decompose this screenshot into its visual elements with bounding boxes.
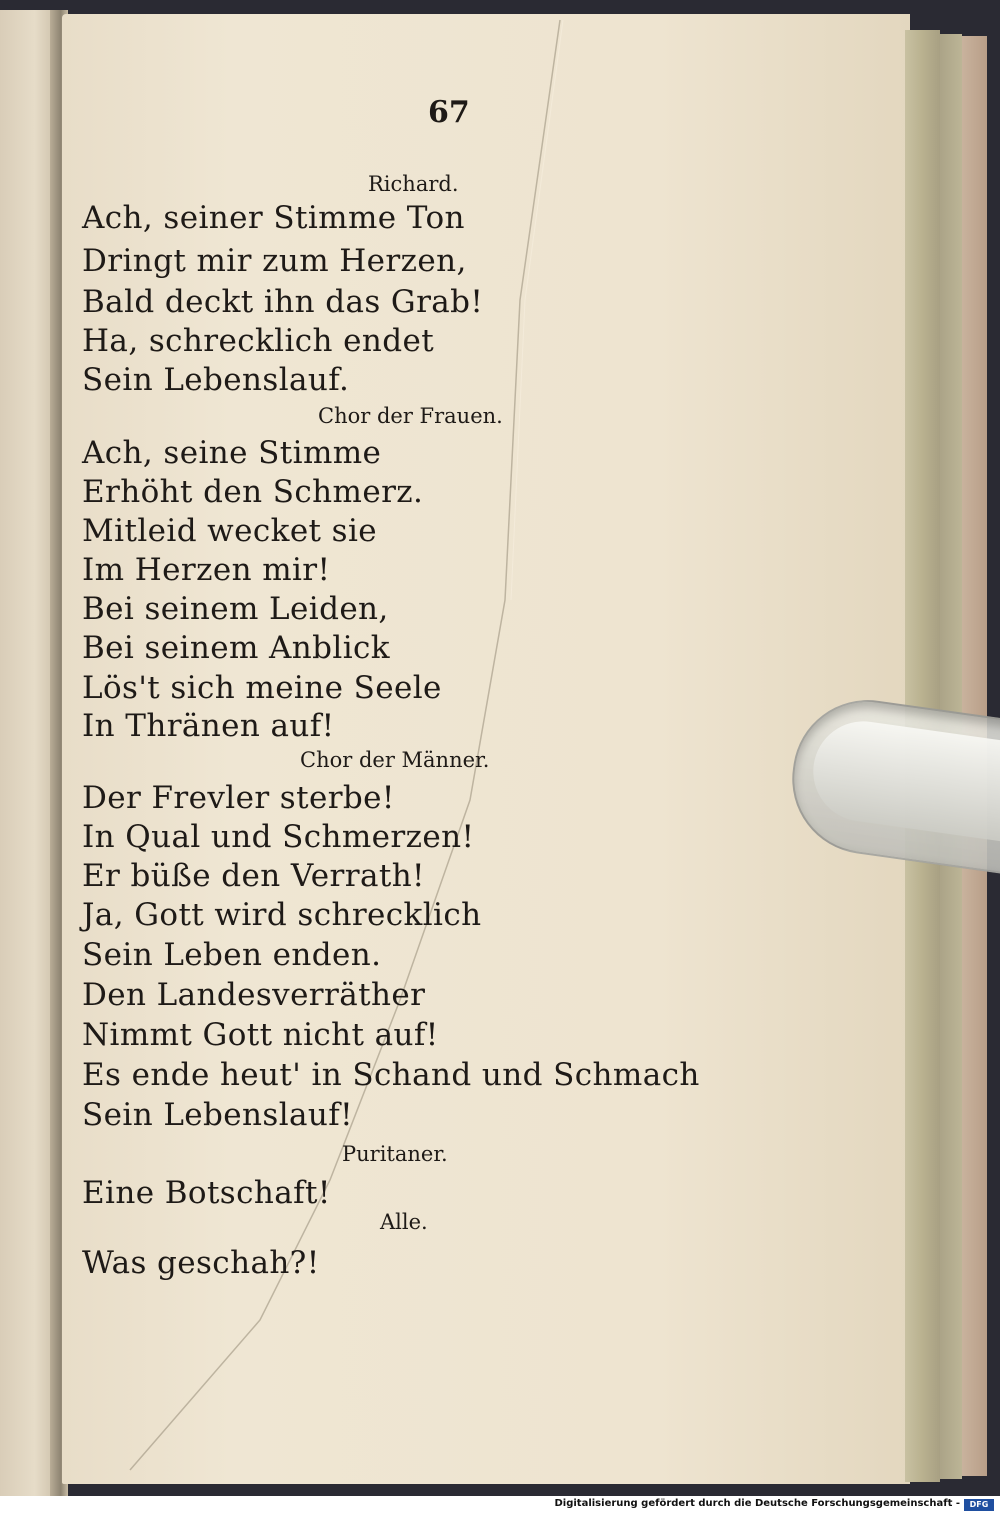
verse-line: Im Herzen mir! [82,552,331,588]
verse-line: In Qual und Schmerzen! [82,819,475,855]
verse-line: Nimmt Gott nicht auf! [82,1017,439,1053]
verse-line: Bald deckt ihn das Grab! [82,284,484,320]
verse-line: Ach, seine Stimme [82,435,382,471]
verse-line: Was geschah?! [82,1245,320,1281]
speaker-heading: Puritaner. [342,1142,448,1166]
verse-line: Sein Lebenslauf. [82,362,350,398]
verse-line: Er büße den Verrath! [82,858,425,894]
verse-line: Es ende heut' in Schand und Schmach [82,1057,700,1093]
verse-line: Bei seinem Leiden, [82,591,389,627]
verse-line: Lös't sich meine Seele [82,670,442,706]
speaker-heading: Chor der Frauen. [318,404,503,428]
page-number: 67 [428,95,470,130]
speaker-heading: Chor der Männer. [300,748,490,772]
verse-line: Eine Botschaft! [82,1175,331,1211]
verse-line: Erhöht den Schmerz. [82,474,424,510]
verse-line: Ach, seiner Stimme Ton [82,200,465,236]
footer-bar [0,1496,1000,1514]
verse-line: Ha, schrecklich endet [82,323,435,359]
page-clip-highlight [807,715,1000,847]
verse-line: Sein Leben enden. [82,937,382,973]
verse-line: Der Frevler sterbe! [82,780,395,816]
verse-line: Den Landesverräther [82,977,426,1013]
verse-line: Sein Lebenslauf! [82,1097,354,1133]
verse-line: Mitleid wecket sie [82,513,378,549]
verse-line: Ja, Gott wird schrecklich [82,897,482,933]
verse-line: In Thränen auf! [82,708,335,744]
footer-credit: Digitalisierung gefördert durch die Deutsche Forschungsgemeinschaft - [554,1498,960,1509]
dfg-logo: DFG [964,1499,994,1511]
speaker-heading: Richard. [368,172,459,196]
verse-line: Bei seinem Anblick [82,630,390,666]
verse-line: Dringt mir zum Herzen, [82,243,467,279]
speaker-heading: Alle. [380,1210,428,1234]
